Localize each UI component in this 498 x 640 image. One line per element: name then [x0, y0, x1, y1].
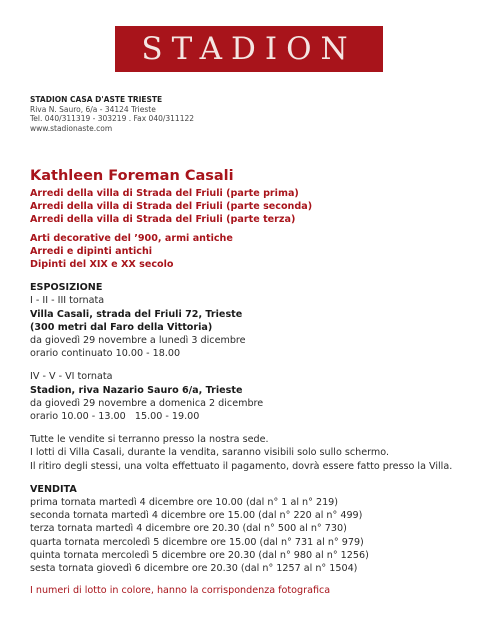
- sale-heading: VENDITA: [30, 483, 77, 495]
- category-item: Arti decorative del ’900, armi antiche: [30, 232, 233, 244]
- auction-house-info: [30, 95, 194, 133]
- exposition-sessions: IV - V - VI tornata: [30, 371, 113, 383]
- category-item: Dipinti del XIX e XX secolo: [30, 259, 174, 271]
- sale-session: sesta tornata giovedì 6 dicembre ore 20.30 (dal n° 1257 al n° 1504): [30, 563, 358, 575]
- collection-item: Arredi della villa di Strada del Friuli (parte terza): [30, 214, 296, 226]
- exposition-place: Stadion, riva Nazario Sauro 6/a, Trieste: [30, 384, 243, 396]
- stadion-logo: [115, 26, 383, 72]
- house-name: STADION CASA D'ASTE TRIESTE: [30, 95, 163, 104]
- sale-session: terza tornata martedì 4 dicembre ore 20.30 (dal n° 500 al n° 730): [30, 523, 347, 535]
- exposition-hours: orario 10.00 - 13.00 15.00 - 19.00: [30, 411, 200, 423]
- exposition-note: Il ritiro degli stessi, una volta effettuato il pagamento, dovrà essere fatto presso la Villa.: [30, 460, 453, 472]
- exposition-place: Villa Casali, strada del Friuli 72, Trieste: [30, 308, 243, 320]
- house-address: Riva N. Sauro, 6/a - 34124 Trieste: [30, 104, 156, 114]
- house-website[interactable]: www.stadionaste.com: [30, 123, 113, 133]
- sale-session: quarta tornata mercoledì 5 dicembre ore 15.00 (dal n° 731 al n° 979): [30, 536, 364, 548]
- photo-note: I numeri di lotto in colore, hanno la corrispondenza fotografica: [30, 585, 331, 597]
- category-item: Arredi e dipinti antichi: [30, 245, 153, 257]
- collection-list: [30, 187, 480, 227]
- sale-section: [30, 483, 480, 575]
- exposition-dates: da giovedì 29 novembre a domenica 2 dicembre: [30, 397, 264, 409]
- exposition-sessions: I - II - III tornata: [30, 295, 105, 307]
- house-phone: Tel. 040/311319 - 303219 . Fax 040/311122: [30, 114, 195, 123]
- sale-session: seconda tornata martedì 4 dicembre ore 15.00 (dal n° 220 al n° 499): [30, 510, 363, 522]
- exposition-place-detail: (300 metri dal Faro della Vittoria): [30, 321, 213, 333]
- collection-item: Arredi della villa di Strada del Friuli (parte seconda): [30, 201, 313, 213]
- exposition-section: [30, 281, 480, 473]
- exposition-hours: orario continuato 10.00 - 18.00: [30, 348, 181, 360]
- exposition-dates: da giovedì 29 novembre a lunedì 3 dicembre: [30, 335, 246, 347]
- collection-item: Arredi della villa di Strada del Friuli (parte prima): [30, 188, 299, 199]
- main-content: [30, 168, 480, 596]
- exposition-note: Tutte le vendite si terranno presso la nostra sede.: [30, 434, 269, 446]
- logo-text: STADION: [141, 31, 357, 67]
- category-list: [30, 232, 480, 272]
- sale-session: prima tornata martedì 4 dicembre ore 10.00 (dal n° 1 al n° 219): [30, 497, 339, 509]
- sale-session: quinta tornata mercoledì 5 dicembre ore 20.30 (dal n° 980 al n° 1256): [30, 549, 369, 561]
- exposition-note: I lotti di Villa Casali, durante la vendita, saranno visibili solo sullo schermo.: [30, 447, 389, 459]
- page-title: Kathleen Foreman Casali: [30, 168, 234, 184]
- exposition-heading: ESPOSIZIONE: [30, 282, 103, 294]
